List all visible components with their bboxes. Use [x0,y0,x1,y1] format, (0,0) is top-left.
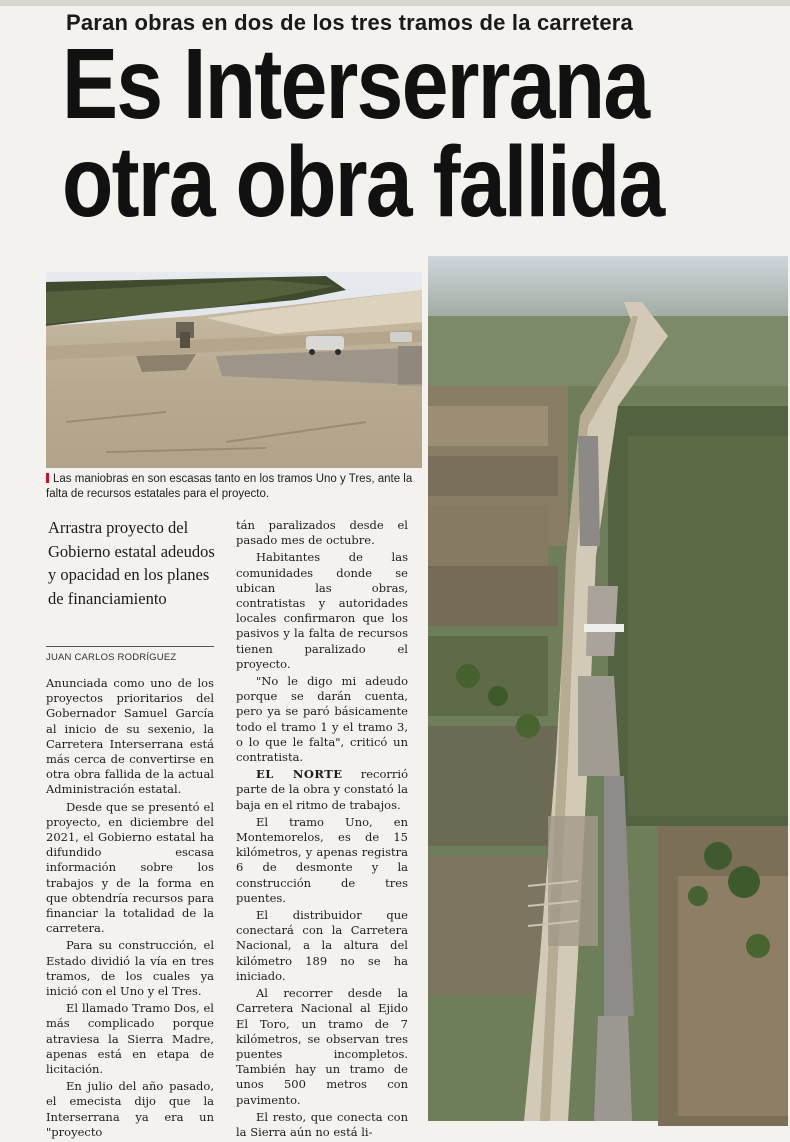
top-strip [0,0,790,6]
paragraph: "No le digo mi adeudo porque se darán cuenta, pero ya se paró básicamente todo el tramo 1 y el tramo 3, o lo que le falta", criticó un contratista. [236,674,408,765]
paragraph: Para su construcción, el Estado dividió la vía en tres tramos, de los cuales ya inició con el Uno y el Tres. [46,938,214,999]
paragraph-text: recorrió parte de la obra y constató la baja en el ritmo de trabajos. [236,767,409,812]
article-deck: Arrastra proyecto del Gobierno estatal adeudos y opacidad en los planes de financiamiento [48,518,215,608]
construction-photo-illustration [46,272,422,468]
newspaper-name: EL NORTE [256,767,343,782]
body-column-1 [46,676,214,1142]
paragraph: El resto, que conecta con la Sierra aún no está li- [236,1109,408,1139]
paragraph: Desde que se presentó el proyecto, en diciembre del 2021, el Gobierno estatal ha difundido escasa información sobre los trabajos y de la forma en que obtendría recursos para financiar la totalidad de la carretera. [46,799,214,936]
headline-line-2: otra obra fallida [62,126,664,238]
caption-text: Las maniobras en son escasas tanto en los tramos Uno y Tres, ante la falta de recursos estatales para el proyecto. [46,473,413,500]
caption-marker [46,473,49,483]
article-byline: JUAN CARLOS RODRÍGUEZ [46,646,214,663]
headline-line-1: Es Interserrana [62,28,649,140]
body-column-2 [236,518,408,1142]
aerial-road-photo [428,256,788,1121]
article-kicker: Paran obras en dos de los tres tramos de la carretera [66,10,633,35]
paragraph: Anunciada como uno de los proyectos prioritarios del Gobernador Samuel García al inicio de su sexenio, la Carretera Interserrana está más cerca de convertirse en otra obra fallida de la actual Administración estatal. [46,676,214,797]
aerial-road-illustration [428,256,788,1121]
paragraph: Habitantes de las comunidades donde se ubican las obras, contratistas y autoridades locales confirmaron que los pasivos y la falta de recursos tienen paralizado el proyecto. [236,550,408,671]
paragraph: El distribuidor que conectará con la Carretera Nacional, a la altura del kilómetro 189 no se ha iniciado. [236,908,408,983]
paragraph: En julio del año pasado, el emecista dijo que la Interserrana ya era un "proyecto [46,1079,214,1139]
paragraph: Al recorrer desde la Carretera Nacional al Ejido El Toro, un tramo de 7 kilómetros, se observan tres puentes incompletos. También hay un tramo de unos 500 metros con pavimento. [236,986,408,1107]
construction-photo [46,272,422,468]
paragraph: tán paralizados desde el pasado mes de octubre. [236,518,408,548]
photo-caption [46,472,422,502]
paragraph: El llamado Tramo Dos, el más complicado porque atraviesa la Sierra Madre, apenas está en etapa de licitación. [46,1001,214,1077]
paragraph [236,767,408,813]
paragraph: El tramo Uno, en Montemorelos, es de 15 kilómetros, y apenas registra 6 de desmonte y la construcción de tres puentes. [236,814,408,905]
article-headline [62,28,782,238]
